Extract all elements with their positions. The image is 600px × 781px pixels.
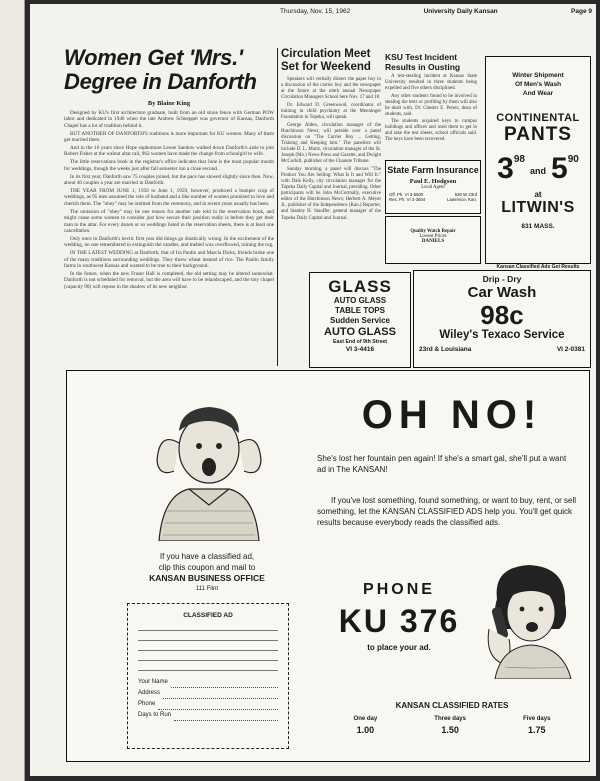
ksu-headline: [385, 52, 477, 72]
daniels-ad: [385, 216, 481, 264]
glass-line1: AUTO GLASS: [333, 296, 387, 305]
litwin-brand: CONTINENTAL: [496, 112, 580, 124]
carwash-phone: VI 2-0381: [556, 346, 585, 353]
coupon-address-row[interactable]: [138, 688, 278, 699]
women-article: [64, 46, 274, 292]
statefarm-role: Local Agent: [421, 185, 445, 190]
coupon-title: CLASSIFIED AD: [183, 612, 233, 619]
coupon-line[interactable]: [138, 641, 278, 651]
coupon-line[interactable]: [138, 651, 278, 661]
promo-headline: OH NO!: [361, 393, 543, 437]
daniels-line2: Lowest Prices: [419, 234, 447, 239]
coupon-phone-row[interactable]: [138, 699, 278, 710]
glass-brand: AUTO GLASS: [324, 326, 396, 338]
statefarm-phone1: Off. Ph. VI 3-5600: [389, 192, 424, 197]
statefarm-title: State Farm Insurance: [387, 165, 479, 175]
women-headline: [64, 46, 274, 94]
coupon-phone-field[interactable]: [158, 699, 278, 710]
carwash-contact: [414, 342, 590, 353]
header-paper: University Daily Kansan: [423, 8, 498, 15]
rate-label: Five days: [523, 716, 551, 722]
litwin-intro: [486, 71, 590, 98]
statefarm-addr1: 530 W 23rd: [454, 192, 477, 197]
women-paragraph: Designed by KU's first architecture graduate, built from an old stone fence with German POW labor and dedicated in 1946 when the late Andrew Schoeppel was governor of Kansas, Danforth Chapel has a lot of tradition behind it.: [64, 110, 274, 129]
clip-line1: If you have a classified ad,: [159, 552, 255, 561]
ksu-paragraph: The students acquired keys to campus buildings and offices and used them to get in and take the test sheets, school officials said. The keys have been recovered.: [385, 119, 477, 142]
circulation-paragraph: Dr. Edward D. Greenwood, coordinator of training in child psychiatry at the Menninger Foundation in Topeka, will speak.: [281, 102, 381, 121]
litwin-product: PANTS: [504, 124, 572, 145]
circulation-paragraph: George Alden, circulation manager of the Hutchinson News, will preside over a panel discussion on "The Carrier Boy ... Getting, Training and Keeping him." The panelists will include D. L. Martz, circulation manager of the St. Joseph (Mo.) News-Press and Gazette, and Dwight McCorkill, publisher of the Chanute Tribune.: [281, 122, 381, 165]
circulation-headline: [281, 48, 381, 74]
promo-paragraph-1: She's lost her fountain pen again! If she's a smart gal, she'll put a want ad in The KANSAN!: [317, 454, 567, 474]
glass-addr: East End of 9th Street: [333, 339, 387, 345]
litwin-footer: Kansan Classified Ads Get Results: [496, 264, 580, 270]
litwin-price2-cents: 90: [567, 154, 579, 165]
rate-price: 1.75: [527, 725, 546, 735]
litwin-price2: 5: [551, 152, 568, 185]
coupon-days-field[interactable]: [174, 710, 278, 721]
women-headline-line2: Degree in Danforth: [64, 69, 257, 94]
litwin-at: at: [534, 190, 542, 199]
rate-label: Three days: [434, 716, 466, 722]
coupon-name-field[interactable]: [171, 677, 278, 688]
business-office: KANSAN BUSINESS OFFICE: [149, 573, 265, 583]
phone-label: PHONE: [363, 581, 435, 598]
header-date: Thursday, Nov. 15, 1962: [280, 8, 351, 15]
ksu-paragraph: A test-stealing incident at Kansas State University resulted in three students being expelled and five others disciplined.: [385, 74, 477, 91]
women-body: [64, 110, 274, 290]
glass-line3: Sudden Service: [329, 316, 391, 325]
coupon-line[interactable]: [138, 631, 278, 641]
ksu-paragraph: Any other students found to be involved in stealing the tests or profiting by them will also be dealt with, Dr. Chester E. Peters, dean of students, said.: [385, 93, 477, 117]
coupon-line[interactable]: [138, 621, 278, 631]
rates-title: KANSAN CLASSIFIED RATES: [395, 701, 509, 710]
carwash-top: Drip - Dry: [482, 274, 522, 284]
coupon-name-row[interactable]: [138, 677, 278, 688]
statefarm-addr2: Lawrence, Kan.: [447, 197, 477, 202]
circulation-body: [281, 77, 381, 222]
circulation-article: [281, 48, 381, 223]
business-office-addr: 111 Flint: [195, 586, 219, 592]
litwin-line2: Of Men's Wash: [514, 81, 562, 88]
rate-label: One day: [353, 716, 378, 722]
clip-instructions: [107, 551, 307, 595]
carwash-ad: [413, 270, 591, 368]
women-paragraph: Only once in Danforth's hectic first year did things go drastically wrong. In the excitement of the wedding, no one remembered to extinguish the candles, and melted wax overflowed, ruining the rug.: [64, 235, 274, 249]
litwin-store: LITWIN'S: [501, 199, 575, 216]
statefarm-ad: [385, 160, 481, 214]
women-paragraph: BUT ANOTHER OF DANFORTH'S traditions is more important for KU women. Many of them get married there.: [64, 130, 274, 144]
women-paragraph: The omission of "obey" may be one reason for another tale told in the reservation book, and might cause some women to consider just how secure their position really is before they get their man to the altar. For every dozen or so weddings listed in the reservation sheets, there is at least one cancellation.: [64, 208, 274, 234]
litwin-ad: [485, 56, 591, 264]
carwash-title: Car Wash: [467, 284, 537, 301]
rate-one-day: [354, 716, 378, 735]
coupon-days-label: Days to Run: [138, 712, 172, 718]
litwin-addr: 831 MASS.: [521, 223, 555, 230]
clip-line2: clip this coupon and mail to: [158, 563, 256, 572]
glass-phone: VI 3-4416: [345, 346, 375, 353]
coupon-address-label: Address: [138, 690, 161, 696]
phone-number: KU 376: [338, 603, 460, 639]
woman-on-phone-illustration: [475, 559, 583, 679]
coupon-days-row[interactable]: [138, 710, 278, 721]
circulation-headline-line2: Set for Weekend: [281, 61, 371, 73]
ksu-headline-line1: KSU Test Incident: [385, 52, 458, 62]
statefarm-contact-row1: [386, 190, 480, 197]
litwin-line1: Winter Shipment: [512, 72, 564, 79]
women-paragraph: The little reservations book in the registrar's office indicates that June is the most popular month for weddings, though the weeks just after fall semester run a close second.: [64, 159, 274, 172]
coupon-phone-label: Phone: [138, 701, 156, 707]
ksu-body: [385, 74, 477, 143]
women-paragraph: In the future, when the new Fraser Hall is completed, the old setting may be altered somewhat. Danforth is not scheduled for removal, but the area will have to be relandscaped, and the tiny chapel (capacity 90) will repose in the shadow of its new neighbor.: [64, 270, 274, 290]
litwin-price1: 3: [497, 152, 514, 185]
newspaper-page: [30, 4, 596, 776]
coupon-address-field[interactable]: [163, 688, 278, 699]
page-header: [280, 8, 592, 15]
coupon-ad-lines[interactable]: [128, 619, 288, 673]
litwin-prices: [486, 154, 590, 184]
circulation-headline-line1: Circulation Meet: [281, 48, 371, 60]
coupon-line[interactable]: [138, 661, 278, 671]
column-rule: [277, 48, 278, 366]
glass-ad: [309, 272, 411, 368]
classified-coupon[interactable]: [127, 603, 289, 749]
women-paragraph: And in the 16 years since Hope sophomore Leone Sandow walked down Danforth's aisle to join Robert Fisher at the walnut altar rail, 962 women have made the change from schoolgirl to wife.: [64, 145, 274, 158]
statefarm-agent: Paul E. Hodgson: [409, 178, 457, 185]
women-paragraph: IN THE LATEST WEDDING at Danforth, that of Ira Paulin and Marcia Dicks, friends broke one of the many traditions surrounding weddings. They threw wheat instead of rice. The Paulin family farms in southwest Kansas and wanted to be true to their background.: [64, 250, 274, 269]
rate-price: 1.00: [356, 725, 375, 735]
carwash-price: 98c: [480, 300, 524, 330]
carwash-name: Wiley's Texaco Service: [439, 329, 565, 341]
daniels-line1: Quality Watch Repair: [410, 229, 456, 234]
carwash-addr: 23rd & Louisiana: [419, 346, 472, 353]
circulation-paragraph: Speakers will verbally dissect the paper boy in a discussion of the carrier boy and the newspaper at the future at the ninth annual Newspaper Circulation Managers School here Nov. 17 and 18.: [281, 77, 381, 101]
statefarm-phone2: Res. Ph. VI 3-3604: [389, 197, 426, 202]
glass-line2: TABLE TOPS: [335, 305, 385, 315]
women-headline-line1: Women Get 'Mrs.': [64, 45, 243, 70]
ksu-article: [385, 52, 477, 145]
glass-title: GLASS: [328, 277, 392, 296]
place-ad-text: to place your ad.: [367, 643, 431, 652]
litwin-and: and: [529, 166, 546, 176]
previous-page-edge: [0, 0, 25, 781]
header-page: Page 9: [571, 8, 592, 15]
classified-promo-ad: [66, 370, 590, 762]
ksu-headline-line2: Results in Ousting: [385, 62, 461, 72]
statefarm-contact-row2: [386, 197, 480, 202]
rate-five-days: [523, 716, 550, 735]
litwin-line3: And Wear: [522, 90, 554, 97]
circulation-paragraph: Sunday morning, a panel will discuss "The Product You Are Selling: What Is It and Will It." with Dale Kelly, city circulation manager for the Topeka Daily Capital and Journal, presiding. Other participants will be John McCormally, executive editor of the Hutchinson News; Herbert A. Meyer Jr., publisher of the Independence (Kan.) Reporter, and Stanley H. Stauffer, general manager of the Topeka Daily Capital and Journal.: [281, 166, 381, 221]
women-paragraph: In its first year, Danforth saw 75 couples joined, but the pace has slowed slightly since then. Now, about 40 couples a year are married in Danforth.: [64, 173, 274, 187]
promo-paragraph-2: If you've lost something, found something, or want to buy, rent, or sell something, let the KANSAN CLASSIFIED ADS help you. You'll get quick results because everybody reads the classified ads.: [317, 496, 577, 527]
rate-three-days: [434, 716, 466, 735]
women-paragraph: THE YEAR FROM JUNE 1, 1958 to June 1, 1959, however, produced a bumper crop of weddings, as 95 men assumed the role of husband and a like number of women promised to love and cherish them. The "obey" may be omitted from the ceremony, and in recent years usually has been.: [64, 187, 274, 207]
litwin-price1-cents: 98: [513, 154, 525, 165]
rates-table: [325, 716, 579, 735]
daniels-name: DANIELS: [421, 239, 445, 244]
coupon-name-label: Your Name: [138, 679, 168, 685]
screaming-girl-illustration: [119, 391, 299, 541]
women-byline: By Blaine King: [147, 100, 191, 107]
rate-price: 1.50: [441, 725, 459, 735]
coupon-fields: [128, 673, 288, 721]
